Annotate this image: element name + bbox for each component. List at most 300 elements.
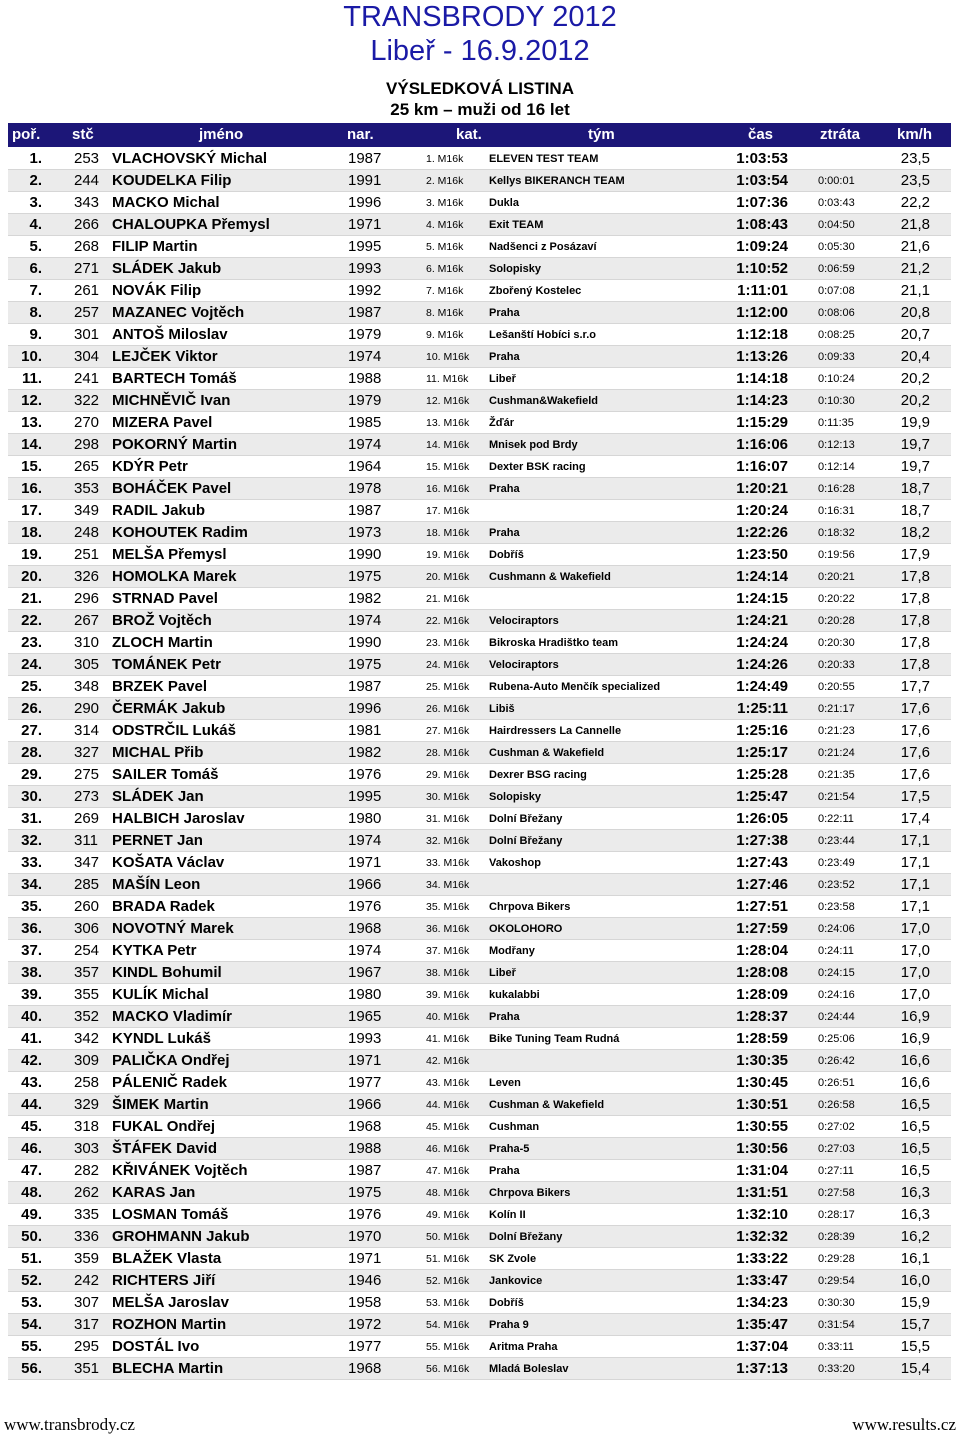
cell-start-number: 348 xyxy=(74,678,100,695)
cell-position: 29. xyxy=(21,766,42,783)
cell-category: 16. M16k xyxy=(426,483,470,495)
cell-time: 1:24:14 xyxy=(736,568,788,585)
cell-category: 27. M16k xyxy=(426,725,470,737)
table-row xyxy=(8,1138,951,1160)
cell-time: 1:26:05 xyxy=(736,810,788,827)
cell-name: PALIČKA Ondřej xyxy=(112,1052,230,1069)
cell-gap: 0:24:44 xyxy=(818,1011,855,1023)
cell-birth-year: 1974 xyxy=(348,942,382,959)
cell-position: 16. xyxy=(21,480,42,497)
cell-name: BRZEK Pavel xyxy=(112,678,208,695)
cell-position: 7. xyxy=(29,282,42,299)
table-row xyxy=(8,1292,951,1314)
cell-gap: 0:24:15 xyxy=(818,967,855,979)
cell-birth-year: 1988 xyxy=(348,370,382,387)
cell-birth-year: 1979 xyxy=(348,326,382,343)
cell-name: BLAŽEK Vlasta xyxy=(112,1250,222,1267)
cell-gap: 0:24:06 xyxy=(818,923,855,935)
cell-time: 1:30:35 xyxy=(736,1052,788,1069)
cell-gap: 0:27:11 xyxy=(818,1165,854,1177)
event-date-location: Libeř - 16.9.2012 xyxy=(370,35,590,67)
cell-birth-year: 1966 xyxy=(348,1096,382,1113)
cell-start-number: 290 xyxy=(74,700,100,717)
cell-position: 32. xyxy=(21,832,42,849)
cell-name: MICHAL Přib xyxy=(112,744,204,761)
cell-position: 6. xyxy=(29,260,42,277)
cell-gap: 0:20:22 xyxy=(818,593,855,605)
cell-team: Praha xyxy=(489,483,520,495)
header-tym: tým xyxy=(588,126,615,143)
cell-start-number: 271 xyxy=(74,260,100,277)
cell-gap: 0:28:39 xyxy=(818,1231,855,1243)
table-row xyxy=(8,346,951,368)
cell-birth-year: 1993 xyxy=(348,1030,382,1047)
cell-speed: 15,4 xyxy=(900,1360,930,1377)
cell-name: HOMOLKA Marek xyxy=(112,568,237,585)
cell-team: Dolní Břežany xyxy=(489,835,563,847)
cell-category: 56. M16k xyxy=(426,1363,470,1375)
cell-name: MAŠÍN Leon xyxy=(112,876,201,893)
cell-speed: 20,8 xyxy=(900,304,930,321)
header-stc: stč xyxy=(72,126,94,143)
cell-time: 1:34:23 xyxy=(736,1294,788,1311)
cell-gap: 0:29:28 xyxy=(818,1253,855,1265)
cell-birth-year: 1980 xyxy=(348,810,382,827)
cell-gap: 0:29:54 xyxy=(818,1275,855,1287)
cell-gap: 0:18:32 xyxy=(818,527,855,539)
cell-birth-year: 1979 xyxy=(348,392,382,409)
cell-start-number: 241 xyxy=(74,370,100,387)
cell-name: RADIL Jakub xyxy=(112,502,206,519)
cell-position: 5. xyxy=(29,238,42,255)
table-row xyxy=(8,742,951,764)
cell-name: NOVOTNÝ Marek xyxy=(112,920,234,937)
cell-speed: 16,5 xyxy=(900,1162,930,1179)
cell-birth-year: 1967 xyxy=(348,964,382,981)
cell-position: 1. xyxy=(29,150,42,167)
cell-speed: 16,5 xyxy=(900,1140,930,1157)
cell-birth-year: 1970 xyxy=(348,1228,382,1245)
cell-birth-year: 1946 xyxy=(348,1272,382,1289)
cell-start-number: 254 xyxy=(74,942,100,959)
cell-time: 1:24:21 xyxy=(736,612,788,629)
cell-team: Bike Tuning Team Rudná xyxy=(489,1033,620,1045)
cell-name: SAILER Tomáš xyxy=(112,766,219,783)
cell-name: KOUDELKA Filip xyxy=(112,172,232,189)
cell-category: 35. M16k xyxy=(426,901,470,913)
header-nar: nar. xyxy=(347,126,374,143)
cell-time: 1:30:55 xyxy=(736,1118,788,1135)
cell-category: 10. M16k xyxy=(426,351,470,363)
cell-start-number: 242 xyxy=(74,1272,100,1289)
cell-position: 27. xyxy=(21,722,42,739)
cell-team: Libeř xyxy=(489,967,516,979)
cell-name: MIZERA Pavel xyxy=(112,414,213,431)
cell-position: 46. xyxy=(21,1140,42,1157)
cell-start-number: 317 xyxy=(74,1316,100,1333)
cell-start-number: 335 xyxy=(74,1206,100,1223)
cell-gap: 0:12:14 xyxy=(818,461,855,473)
cell-gap: 0:31:54 xyxy=(818,1319,855,1331)
cell-position: 18. xyxy=(21,524,42,541)
cell-birth-year: 1987 xyxy=(348,304,382,321)
table-row xyxy=(8,1116,951,1138)
cell-gap: 0:23:49 xyxy=(818,857,855,869)
cell-birth-year: 1968 xyxy=(348,1118,382,1135)
cell-name: BARTECH Tomáš xyxy=(112,370,237,387)
cell-category: 1. M16k xyxy=(426,153,464,165)
cell-start-number: 244 xyxy=(74,172,100,189)
cell-birth-year: 1974 xyxy=(348,612,382,629)
cell-category: 51. M16k xyxy=(426,1253,470,1265)
cell-position: 31. xyxy=(21,810,42,827)
cell-position: 38. xyxy=(21,964,42,981)
cell-speed: 22,2 xyxy=(900,194,930,211)
cell-gap: 0:26:51 xyxy=(818,1077,855,1089)
cell-gap: 0:10:30 xyxy=(818,395,855,407)
cell-speed: 21,6 xyxy=(900,238,930,255)
cell-team: Solopisky xyxy=(489,263,541,275)
cell-birth-year: 1987 xyxy=(348,1162,382,1179)
cell-time: 1:27:46 xyxy=(736,876,788,893)
cell-name: TOMÁNEK Petr xyxy=(112,656,221,673)
cell-gap: 0:20:28 xyxy=(818,615,855,627)
table-row xyxy=(8,192,951,214)
cell-name: NOVÁK Filip xyxy=(112,282,202,299)
cell-speed: 17,8 xyxy=(900,612,930,629)
cell-start-number: 301 xyxy=(74,326,100,343)
cell-start-number: 298 xyxy=(74,436,100,453)
header-ztrata: ztráta xyxy=(820,126,861,143)
cell-speed: 20,2 xyxy=(900,370,930,387)
cell-start-number: 309 xyxy=(74,1052,100,1069)
cell-name: KULÍK Michal xyxy=(112,986,209,1003)
cell-gap: 0:33:11 xyxy=(818,1341,854,1353)
cell-speed: 21,2 xyxy=(900,260,930,277)
cell-position: 17. xyxy=(21,502,42,519)
table-row xyxy=(8,214,951,236)
cell-speed: 15,7 xyxy=(900,1316,930,1333)
table-row xyxy=(8,1336,951,1358)
cell-name: VLACHOVSKÝ Michal xyxy=(112,150,268,167)
cell-category: 29. M16k xyxy=(426,769,470,781)
cell-gap: 0:07:08 xyxy=(818,285,855,297)
cell-category: 18. M16k xyxy=(426,527,470,539)
cell-start-number: 285 xyxy=(74,876,100,893)
cell-start-number: 359 xyxy=(74,1250,100,1267)
cell-gap: 0:24:11 xyxy=(818,945,854,957)
cell-speed: 19,7 xyxy=(900,458,930,475)
cell-category: 47. M16k xyxy=(426,1165,470,1177)
cell-speed: 16,5 xyxy=(900,1118,930,1135)
cell-gap: 0:08:25 xyxy=(818,329,855,341)
cell-time: 1:27:59 xyxy=(736,920,788,937)
cell-birth-year: 1981 xyxy=(348,722,382,739)
cell-time: 1:12:18 xyxy=(736,326,788,343)
cell-birth-year: 1993 xyxy=(348,260,382,277)
cell-speed: 17,0 xyxy=(900,942,930,959)
cell-speed: 20,4 xyxy=(900,348,930,365)
cell-start-number: 357 xyxy=(74,964,100,981)
cell-time: 1:33:47 xyxy=(736,1272,788,1289)
cell-start-number: 347 xyxy=(74,854,100,871)
table-row xyxy=(8,478,951,500)
cell-position: 54. xyxy=(21,1316,42,1333)
cell-position: 49. xyxy=(21,1206,42,1223)
cell-speed: 17,6 xyxy=(900,722,930,739)
table-row xyxy=(8,676,951,698)
cell-category: 5. M16k xyxy=(426,241,464,253)
cell-position: 25. xyxy=(21,678,42,695)
cell-category: 28. M16k xyxy=(426,747,470,759)
cell-start-number: 268 xyxy=(74,238,100,255)
cell-birth-year: 1973 xyxy=(348,524,382,541)
cell-position: 2. xyxy=(29,172,42,189)
cell-start-number: 353 xyxy=(74,480,100,497)
cell-team: Dobříš xyxy=(489,549,524,561)
cell-name: MAZANEC Vojtěch xyxy=(112,304,245,321)
cell-team: Modřany xyxy=(489,945,535,957)
cell-time: 1:13:26 xyxy=(736,348,788,365)
cell-speed: 17,5 xyxy=(900,788,930,805)
cell-team: Praha xyxy=(489,1165,520,1177)
cell-time: 1:25:17 xyxy=(736,744,788,761)
cell-gap: 0:03:43 xyxy=(818,197,855,209)
cell-team: Praha 9 xyxy=(489,1319,529,1331)
cell-gap: 0:26:42 xyxy=(818,1055,855,1067)
cell-start-number: 310 xyxy=(74,634,100,651)
cell-name: SLÁDEK Jakub xyxy=(112,260,222,277)
table-row xyxy=(8,1314,951,1336)
cell-speed: 15,5 xyxy=(900,1338,930,1355)
cell-birth-year: 1976 xyxy=(348,898,382,915)
cell-speed: 16,9 xyxy=(900,1008,930,1025)
cell-time: 1:08:43 xyxy=(736,216,788,233)
table-row xyxy=(8,720,951,742)
cell-gap: 0:27:58 xyxy=(818,1187,855,1199)
header-kat: kat. xyxy=(456,126,482,143)
cell-position: 9. xyxy=(29,326,42,343)
cell-team: Cushman & Wakefield xyxy=(489,1099,605,1111)
cell-start-number: 343 xyxy=(74,194,100,211)
table-row xyxy=(8,1358,951,1380)
cell-name: POKORNÝ Martin xyxy=(112,436,238,453)
cell-gap: 0:05:30 xyxy=(818,241,855,253)
cell-start-number: 258 xyxy=(74,1074,100,1091)
cell-category: 19. M16k xyxy=(426,549,470,561)
cell-start-number: 295 xyxy=(74,1338,100,1355)
cell-gap: 0:00:01 xyxy=(818,175,855,187)
cell-birth-year: 1991 xyxy=(348,172,382,189)
cell-time: 1:28:04 xyxy=(736,942,788,959)
cell-gap: 0:22:11 xyxy=(818,813,854,825)
cell-category: 15. M16k xyxy=(426,461,470,473)
cell-gap: 0:33:20 xyxy=(818,1363,855,1375)
cell-category: 30. M16k xyxy=(426,791,470,803)
cell-category: 21. M16k xyxy=(426,593,470,605)
cell-speed: 17,8 xyxy=(900,568,930,585)
cell-team: Jankovice xyxy=(489,1275,543,1287)
cell-category: 23. M16k xyxy=(426,637,470,649)
cell-birth-year: 1995 xyxy=(348,788,382,805)
cell-time: 1:23:50 xyxy=(736,546,788,563)
table-row xyxy=(8,698,951,720)
cell-speed: 16,9 xyxy=(900,1030,930,1047)
cell-time: 1:11:01 xyxy=(737,282,788,299)
cell-birth-year: 1992 xyxy=(348,282,382,299)
cell-position: 55. xyxy=(21,1338,42,1355)
cell-start-number: 275 xyxy=(74,766,100,783)
cell-category: 50. M16k xyxy=(426,1231,470,1243)
cell-time: 1:28:09 xyxy=(736,986,788,1003)
cell-team: OKOLOHORO xyxy=(489,923,563,935)
cell-start-number: 342 xyxy=(74,1030,100,1047)
cell-gap: 0:20:30 xyxy=(818,637,855,649)
cell-category: 2. M16k xyxy=(426,175,464,187)
table-row xyxy=(8,764,951,786)
cell-gap: 0:27:02 xyxy=(818,1121,855,1133)
cell-name: STRNAD Pavel xyxy=(112,590,218,607)
cell-gap: 0:16:31 xyxy=(818,505,855,517)
cell-time: 1:25:11 xyxy=(737,700,788,717)
cell-time: 1:24:24 xyxy=(736,634,788,651)
cell-position: 45. xyxy=(21,1118,42,1135)
cell-time: 1:30:56 xyxy=(736,1140,788,1157)
cell-category: 55. M16k xyxy=(426,1341,470,1353)
cell-time: 1:27:51 xyxy=(736,898,788,915)
cell-name: ŠTÁFEK David xyxy=(112,1140,218,1157)
cell-speed: 21,1 xyxy=(900,282,930,299)
cell-time: 1:10:52 xyxy=(736,260,788,277)
cell-name: DOSTÁL Ivo xyxy=(112,1338,200,1355)
cell-start-number: 349 xyxy=(74,502,100,519)
table-row xyxy=(8,1182,951,1204)
cell-team: Mnisek pod Brdy xyxy=(489,439,578,451)
cell-team: Dolní Břežany xyxy=(489,1231,563,1243)
cell-birth-year: 1987 xyxy=(348,150,382,167)
cell-team: Praha-5 xyxy=(489,1143,530,1155)
cell-category: 12. M16k xyxy=(426,395,470,407)
cell-name: MELŠA Jaroslav xyxy=(112,1294,229,1311)
header-jmeno: jméno xyxy=(199,126,244,143)
table-row xyxy=(8,1204,951,1226)
cell-position: 8. xyxy=(29,304,42,321)
cell-name: HALBICH Jaroslav xyxy=(112,810,245,827)
cell-speed: 15,9 xyxy=(900,1294,930,1311)
table-row xyxy=(8,786,951,808)
cell-position: 33. xyxy=(21,854,42,871)
cell-gap: 0:08:06 xyxy=(818,307,855,319)
cell-name: KYTKA Petr xyxy=(112,942,197,959)
table-row xyxy=(8,566,951,588)
cell-birth-year: 1976 xyxy=(348,766,382,783)
cell-gap: 0:23:52 xyxy=(818,879,855,891)
cell-birth-year: 1968 xyxy=(348,1360,382,1377)
cell-start-number: 269 xyxy=(74,810,100,827)
table-row xyxy=(8,610,951,632)
cell-birth-year: 1965 xyxy=(348,1008,382,1025)
cell-start-number: 273 xyxy=(74,788,100,805)
table-row xyxy=(8,434,951,456)
cell-birth-year: 1971 xyxy=(348,854,382,871)
cell-start-number: 304 xyxy=(74,348,100,365)
cell-position: 26. xyxy=(21,700,42,717)
cell-time: 1:25:28 xyxy=(736,766,788,783)
cell-name: MACKO Vladimír xyxy=(112,1008,233,1025)
cell-name: KOŠATA Václav xyxy=(112,854,225,871)
cell-team: Rubena-Auto Menčík specialized xyxy=(489,681,661,693)
cell-gap: 0:12:13 xyxy=(818,439,855,451)
cell-speed: 16,3 xyxy=(900,1184,930,1201)
cell-time: 1:32:10 xyxy=(736,1206,788,1223)
cell-time: 1:14:23 xyxy=(736,392,788,409)
cell-start-number: 296 xyxy=(74,590,100,607)
cell-time: 1:30:45 xyxy=(736,1074,788,1091)
cell-category: 40. M16k xyxy=(426,1011,470,1023)
cell-start-number: 270 xyxy=(74,414,100,431)
cell-team: Mladá Boleslav xyxy=(489,1363,569,1375)
cell-position: 4. xyxy=(29,216,42,233)
cell-start-number: 303 xyxy=(74,1140,100,1157)
cell-name: FILIP Martin xyxy=(112,238,198,255)
cell-start-number: 306 xyxy=(74,920,100,937)
cell-start-number: 336 xyxy=(74,1228,100,1245)
cell-birth-year: 1968 xyxy=(348,920,382,937)
cell-team: kukalabbi xyxy=(489,989,540,1001)
cell-category: 7. M16k xyxy=(426,285,464,297)
cell-name: KINDL Bohumil xyxy=(112,964,222,981)
cell-birth-year: 1972 xyxy=(348,1316,382,1333)
cell-time: 1:28:08 xyxy=(736,964,788,981)
cell-name: GROHMANN Jakub xyxy=(112,1228,250,1245)
cell-team: Dobříš xyxy=(489,1297,524,1309)
footer-link-results[interactable]: www.results.cz xyxy=(852,1415,956,1434)
table-header xyxy=(8,123,951,147)
cell-birth-year: 1982 xyxy=(348,744,382,761)
table-row xyxy=(8,236,951,258)
table-row xyxy=(8,588,951,610)
cell-position: 15. xyxy=(21,458,42,475)
table-row xyxy=(8,412,951,434)
cell-time: 1:27:43 xyxy=(736,854,788,871)
cell-team: Bikroska Hradištko team xyxy=(489,637,618,649)
cell-category: 34. M16k xyxy=(426,879,470,891)
header-por: poř. xyxy=(12,126,41,143)
table-row xyxy=(8,280,951,302)
cell-start-number: 355 xyxy=(74,986,100,1003)
cell-name: ZLOCH Martin xyxy=(112,634,213,651)
cell-start-number: 326 xyxy=(74,568,100,585)
cell-category: 36. M16k xyxy=(426,923,470,935)
cell-team: Libeř xyxy=(489,373,516,385)
cell-birth-year: 1987 xyxy=(348,678,382,695)
cell-team: Dexrer BSG racing xyxy=(489,769,587,781)
cell-category: 45. M16k xyxy=(426,1121,470,1133)
cell-position: 10. xyxy=(21,348,42,365)
cell-start-number: 251 xyxy=(74,546,100,563)
cell-time: 1:03:54 xyxy=(736,172,788,189)
cell-gap: 0:21:35 xyxy=(818,769,855,781)
footer-link-transbrody[interactable]: www.transbrody.cz xyxy=(4,1415,135,1434)
cell-birth-year: 1975 xyxy=(348,656,382,673)
cell-time: 1:20:21 xyxy=(736,480,788,497)
cell-position: 22. xyxy=(21,612,42,629)
cell-speed: 20,7 xyxy=(900,326,930,343)
cell-category: 6. M16k xyxy=(426,263,464,275)
cell-category: 37. M16k xyxy=(426,945,470,957)
cell-name: ČERMÁK Jakub xyxy=(112,700,226,717)
cell-start-number: 257 xyxy=(74,304,100,321)
